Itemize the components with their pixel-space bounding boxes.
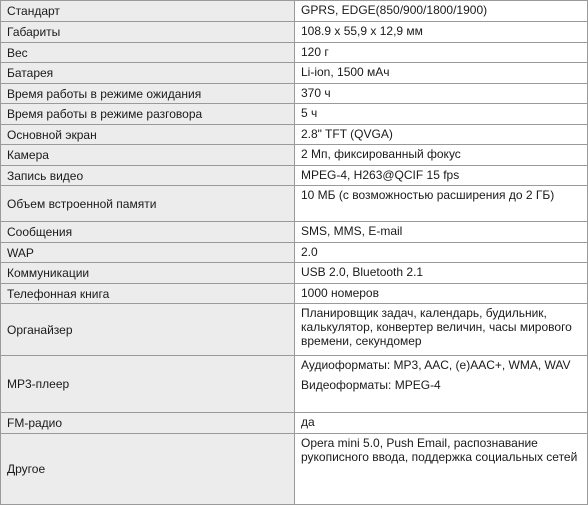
spec-value: [295, 413, 588, 434]
spec-key: Вес: [1, 43, 295, 63]
table-row: [1, 104, 588, 125]
spec-value-line: USB 2.0, Bluetooth 2.1: [301, 265, 424, 279]
spec-value: [295, 243, 588, 263]
spec-value-line: MPEG-4, H263@QCIF 15 fps: [301, 168, 460, 182]
spec-key: Стандарт: [1, 1, 295, 22]
table-row: [1, 22, 588, 43]
spec-key: Телефонная книга: [1, 284, 295, 304]
spec-value: [295, 186, 588, 222]
spec-value-line: Li-ion, 1500 мАч: [301, 65, 390, 79]
spec-value: [295, 166, 588, 186]
spec-key: Коммуникации: [1, 263, 295, 284]
table-row: [1, 222, 588, 243]
spec-key: WAP: [1, 243, 295, 263]
spec-value: [295, 22, 588, 43]
spec-value-line: Аудиоформаты: MP3, AAC, (e)AAC+, WMA, WAV: [301, 358, 571, 372]
spec-value-line: Планировщик задач, календарь, будильник, калькулятор, конвертер величин, часы мирового времени, секундомер: [301, 306, 572, 348]
spec-key: Объем встроенной памяти: [1, 186, 295, 222]
table-row: [1, 84, 588, 104]
table-row: [1, 243, 588, 263]
table-row: [1, 63, 588, 84]
spec-value-line: Opera mini 5.0, Push Email, распознавание рукописного ввода, поддержка социальных сетей: [301, 436, 578, 464]
table-row: [1, 413, 588, 434]
spec-value: [295, 222, 588, 243]
spec-value-line: GPRS, EDGE(850/900/1800/1900): [301, 3, 488, 17]
spec-key: Габариты: [1, 22, 295, 43]
spec-value: [295, 43, 588, 63]
table-row: [1, 186, 588, 222]
spec-key: Запись видео: [1, 166, 295, 186]
spec-value: [295, 304, 588, 356]
spec-value-line: да: [301, 415, 315, 429]
table-row: [1, 1, 588, 22]
spec-key: Время работы в режиме ожидания: [1, 84, 295, 104]
table-row: [1, 145, 588, 166]
spec-value-line: 2.0: [301, 245, 318, 259]
table-row: [1, 43, 588, 63]
spec-value-line: 2.8" TFT (QVGA): [301, 127, 393, 141]
spec-value-line: 120 г: [301, 45, 329, 59]
table-row: [1, 434, 588, 505]
table-row: [1, 125, 588, 145]
spec-value: [295, 104, 588, 125]
table-row: [1, 166, 588, 186]
table-row: [1, 356, 588, 413]
spec-key: Время работы в режиме разговора: [1, 104, 295, 125]
spec-value: [295, 145, 588, 166]
spec-value: [295, 63, 588, 84]
table-row: [1, 263, 588, 284]
spec-value-line: 370 ч: [301, 86, 331, 100]
spec-value: [295, 263, 588, 284]
spec-key: МР3-плеер: [1, 356, 295, 413]
table-row: [1, 284, 588, 304]
spec-key: Камера: [1, 145, 295, 166]
spec-key: FM-радио: [1, 413, 295, 434]
spec-value: [295, 1, 588, 22]
spec-value-line: 108.9 x 55,9 x 12,9 мм: [301, 24, 423, 38]
spec-value-line: 2 Мп, фиксированный фокус: [301, 147, 461, 161]
spec-key: Основной экран: [1, 125, 295, 145]
spec-key: Другое: [1, 434, 295, 505]
spec-value: [295, 356, 588, 413]
spec-key: Батарея: [1, 63, 295, 84]
spec-value-line: 5 ч: [301, 106, 318, 120]
spec-value-line: 10 МБ (с возможностью расширения до 2 ГБ): [301, 188, 555, 202]
spec-value-line: 1000 номеров: [301, 286, 379, 300]
spec-key: Органайзер: [1, 304, 295, 356]
spec-value: [295, 434, 588, 505]
spec-value: [295, 84, 588, 104]
spec-key: Сообщения: [1, 222, 295, 243]
spec-value-line: Видеоформаты: MPEG-4: [301, 378, 441, 392]
table-row: [1, 304, 588, 356]
spec-value: [295, 284, 588, 304]
spec-value-line: SMS, MMS, E-mail: [301, 224, 403, 238]
spec-value: [295, 125, 588, 145]
